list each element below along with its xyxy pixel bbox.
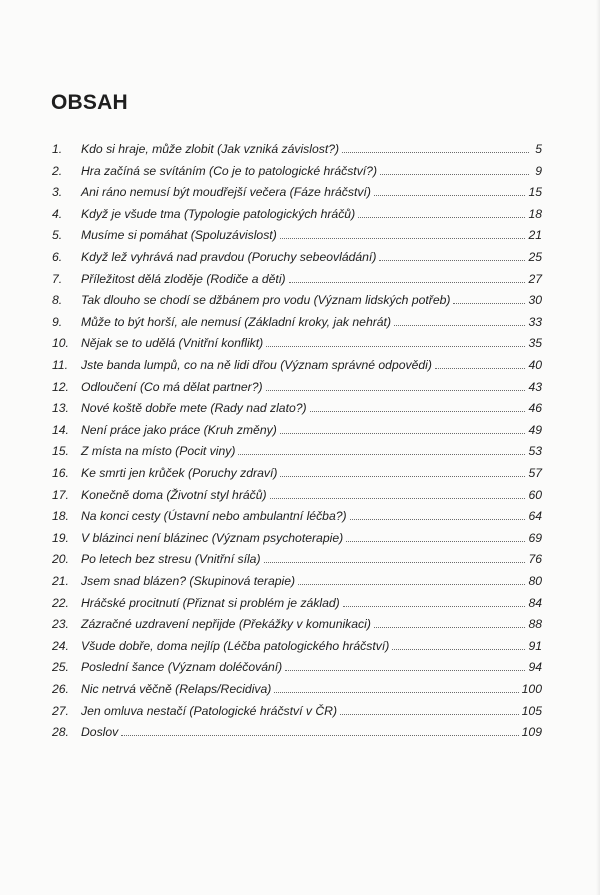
toc-dot-leader [280, 237, 526, 239]
toc-entry [52, 503, 542, 523]
toc-entry-title: Tak dlouho se chodí se džbánem pro vodu (Význam lidských potřeb) [81, 293, 451, 308]
toc-entry-number: 15. [52, 444, 69, 459]
toc-entry-title: Nic netrvá věčně (Relaps/Recidiva) [81, 682, 272, 696]
toc-dot-leader [358, 216, 525, 218]
toc-entry-title: Může to být horší, ale nemusí (Základní kroky, jak nehrát) [81, 314, 392, 329]
toc-dot-leader [346, 540, 525, 542]
toc-entry [52, 633, 542, 653]
toc-entry-number: 14. [52, 422, 69, 437]
toc-dot-leader [340, 713, 519, 715]
toc-entry-page-number: 27 [528, 271, 542, 286]
toc-entry-title: Zázračné uzdravení nepřijde (Překážky v komunikaci) [81, 617, 371, 632]
toc-entry [52, 482, 542, 502]
toc-entry-title: Doslov [81, 725, 119, 740]
toc-dot-leader [374, 194, 526, 196]
toc-entry-title: Jen omluva nestačí (Patologické hráčství v ČR) [81, 703, 338, 718]
toc-entry [52, 309, 542, 329]
page-title: OBSAH [51, 91, 128, 114]
toc-entry-title: Všude dobře, doma nejlíp (Léčba patologického hráčství) [81, 638, 390, 653]
toc-entry [52, 590, 542, 610]
toc-entry-page-number: 43 [528, 379, 542, 394]
toc-entry-title: Musíme si pomáhat (Spoluzávislost) [81, 228, 277, 243]
toc-entry-number: 20. [52, 552, 69, 567]
toc-dot-leader [394, 324, 525, 326]
toc-entry [52, 654, 542, 674]
toc-entry [52, 158, 542, 178]
toc-entry-page-number: 40 [528, 358, 542, 372]
toc-entry-title: Z místa na místo (Pocit viny) [81, 444, 236, 459]
toc-entry-title: Poslední šance (Význam doléčování) [81, 660, 283, 675]
toc-entry-number: 5. [52, 228, 63, 243]
toc-entry [52, 698, 542, 718]
toc-entry-page-number: 84 [528, 595, 542, 610]
toc-dot-leader [274, 691, 518, 693]
toc-entry-page-number: 94 [528, 660, 542, 675]
toc-entry-number: 4. [52, 206, 63, 221]
toc-entry-number: 22. [52, 595, 69, 610]
toc-entry-page-number: 15 [528, 185, 542, 200]
toc-dot-leader [380, 173, 529, 175]
toc-entry-number: 2. [52, 163, 63, 178]
toc-entry-page-number: 33 [528, 314, 542, 329]
page-edge-shadow [596, 0, 600, 895]
toc-entry [52, 438, 542, 458]
toc-entry [52, 460, 542, 480]
toc-entry-title: Na konci cesty (Ústavní nebo ambulantní léčba?) [81, 509, 347, 524]
toc-entry-page-number: 80 [528, 574, 542, 588]
toc-dot-leader [280, 432, 526, 434]
toc-entry [52, 179, 542, 199]
toc-entry-page-number: 109 [521, 725, 542, 740]
toc-entry-page-number: 46 [528, 401, 542, 416]
toc-entry-page-number: 69 [528, 530, 542, 545]
toc-entry [52, 568, 542, 588]
toc-entry [52, 201, 542, 221]
toc-entry-page-number: 105 [521, 703, 542, 718]
toc-entry-title: Kdo si hraje, může zlobit (Jak vzniká závislost?) [81, 142, 340, 156]
toc-entry [52, 330, 542, 350]
toc-dot-leader [121, 734, 518, 736]
toc-entry-page-number: 88 [528, 617, 542, 632]
toc-dot-leader [310, 410, 526, 412]
toc-entry-number: 28. [52, 725, 69, 740]
toc-entry-page-number: 5 [535, 142, 542, 156]
toc-entry [52, 395, 542, 415]
toc-entry-title: Ke smrti jen krůček (Poruchy zdraví) [81, 466, 278, 480]
toc-entry-title: Odloučení (Co má dělat partner?) [81, 379, 263, 394]
toc-entry-number: 13. [52, 401, 69, 416]
toc-dot-leader [266, 345, 525, 347]
toc-entry-number: 25. [52, 660, 69, 675]
toc-entry-title: Příležitost dělá zloděje (Rodiče a děti) [81, 271, 286, 286]
toc-entry [52, 222, 542, 242]
toc-dot-leader [264, 561, 526, 563]
toc-entry-title: Když je všude tma (Typologie patologických hráčů) [81, 206, 356, 221]
toc-dot-leader [350, 518, 526, 520]
toc-entry-title: Ani ráno nemusí být moudřejší večera (Fáze hráčství) [81, 185, 371, 200]
toc-entry-title: Hráčské procitnutí (Přiznat si problém je základ) [81, 595, 340, 610]
toc-entry [52, 136, 542, 156]
toc-entry-number: 10. [52, 336, 69, 351]
toc-dot-leader [374, 626, 526, 628]
toc-entry-number: 16. [52, 466, 69, 480]
toc-entry-number: 18. [52, 509, 69, 524]
toc-dot-leader [435, 367, 526, 369]
toc-entry [52, 719, 542, 739]
toc-entry-number: 6. [52, 250, 63, 264]
toc-dot-leader [280, 475, 525, 477]
toc-dot-leader [238, 453, 525, 455]
toc-entry-page-number: 53 [528, 444, 542, 459]
toc-entry-title: Nějak se to udělá (Vnitřní konflikt) [81, 336, 264, 351]
toc-entry-number: 23. [52, 617, 69, 632]
toc-entry-page-number: 25 [528, 250, 542, 264]
toc-dot-leader [379, 259, 525, 261]
toc-entry-number: 27. [52, 703, 69, 718]
toc-entry-number: 3. [52, 185, 63, 200]
toc-entry-title: V blázinci není blázinec (Význam psychoterapie) [81, 530, 344, 545]
toc-entry-page-number: 35 [528, 336, 542, 351]
toc-dot-leader [289, 281, 526, 283]
toc-entry [52, 525, 542, 545]
toc-entry-number: 9. [52, 314, 63, 329]
toc-dot-leader [298, 583, 525, 585]
toc-entry [52, 417, 542, 437]
toc-entry-title: Jsem snad blázen? (Skupinová terapie) [81, 574, 296, 588]
toc-dot-leader [453, 302, 525, 304]
toc-entry [52, 374, 542, 394]
toc-entry-title: Nové koště dobře mete (Rady nad zlato?) [81, 401, 307, 416]
toc-entry-title: Konečně doma (Životní styl hráčů) [81, 487, 267, 502]
toc-entry [52, 266, 542, 286]
toc-entry-number: 11. [52, 358, 69, 372]
toc-entry-page-number: 21 [528, 228, 542, 243]
toc-entry-page-number: 64 [528, 509, 542, 524]
toc-entry-page-number: 49 [528, 422, 542, 437]
toc-entry-number: 17. [52, 487, 69, 502]
toc-entry-number: 7. [52, 271, 63, 286]
toc-dot-leader [266, 389, 526, 391]
toc-entry [52, 546, 542, 566]
toc-entry [52, 352, 542, 372]
toc-dot-leader [270, 497, 526, 499]
toc-entry-title: Hra začíná se svítáním (Co je to patologické hráčství?) [81, 163, 378, 178]
toc-entry [52, 287, 542, 307]
toc-entry-number: 24. [52, 638, 69, 653]
toc-entry-page-number: 76 [528, 552, 542, 567]
toc-entry-page-number: 18 [528, 206, 542, 221]
toc-entry-number: 19. [52, 530, 69, 545]
toc-entry [52, 611, 542, 631]
toc-entry-title: Není práce jako práce (Kruh změny) [81, 422, 277, 437]
toc-entry-title: Jste banda lumpů, co na ně lidi dřou (Význam správné odpovědi) [81, 358, 432, 372]
toc-dot-leader [392, 648, 525, 650]
toc-entry-number: 1. [52, 142, 63, 156]
toc-entry-title: Po letech bez stresu (Vnitřní síla) [81, 552, 261, 567]
toc-dot-leader [343, 605, 526, 607]
toc-dot-leader [342, 151, 529, 153]
toc-entry-number: 21. [52, 574, 69, 588]
toc-entry-page-number: 100 [521, 682, 542, 696]
toc-dot-leader [285, 669, 525, 671]
toc-entry-page-number: 9 [535, 163, 542, 178]
toc-entry-page-number: 60 [528, 487, 542, 502]
toc-entry [52, 244, 542, 264]
toc-entry-number: 26. [52, 682, 69, 696]
toc-entry-title: Když lež vyhrává nad pravdou (Poruchy sebeovládání) [81, 250, 377, 264]
toc-entry-number: 12. [52, 379, 69, 394]
toc-entry-page-number: 30 [528, 293, 542, 308]
toc-entry [52, 676, 542, 696]
toc-entry-page-number: 91 [528, 638, 542, 653]
toc-entry-page-number: 57 [528, 466, 542, 480]
toc-entry-number: 8. [52, 293, 63, 308]
